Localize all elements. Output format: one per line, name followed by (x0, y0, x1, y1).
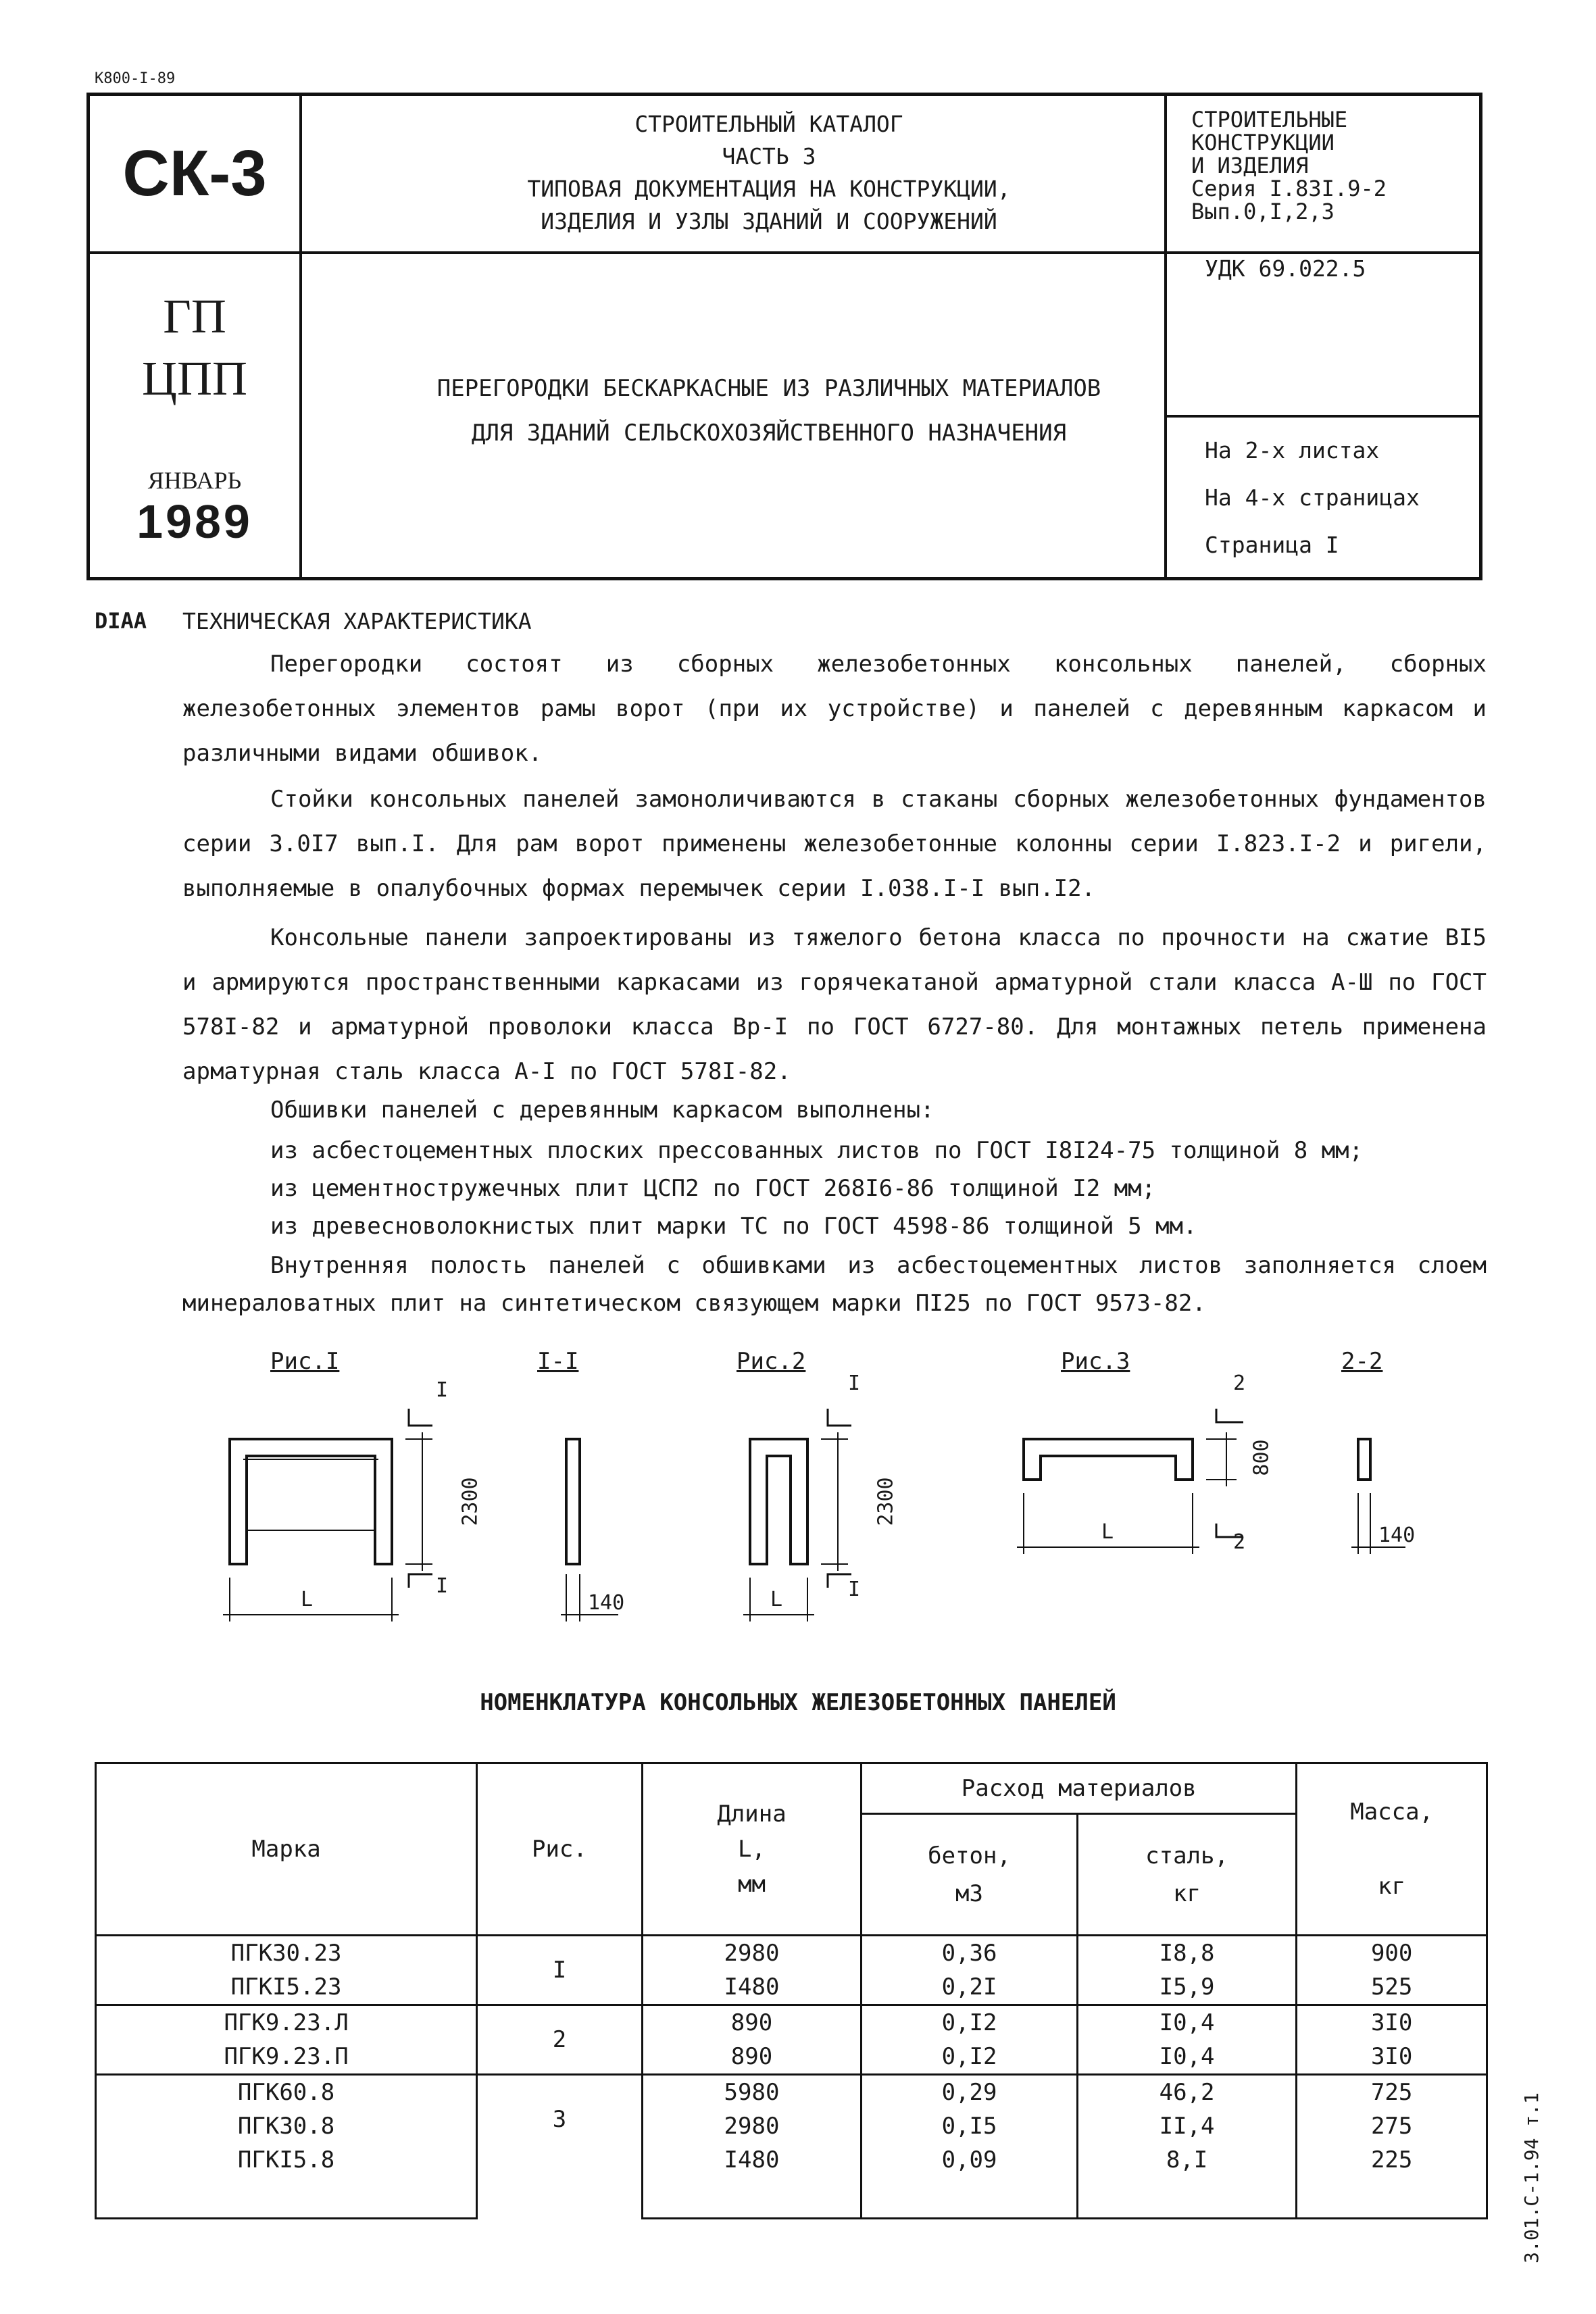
cell-empty (96, 2177, 477, 2219)
cell-steel: 8,I (1077, 2143, 1297, 2177)
issue-year: 1989 (136, 495, 253, 548)
cell-length: 890 (642, 2005, 861, 2040)
cut-mark-2-bottom: I (848, 1578, 861, 1601)
mass-unit: кг (1378, 1873, 1406, 1900)
cell-mark: ПГК30.23 (96, 1936, 477, 1971)
table-row (96, 1936, 1487, 1971)
cell-length: 2980 (642, 1936, 861, 1971)
figure-2-label: Рис.2 (737, 1348, 806, 1375)
cell-mass: 275 (1297, 2109, 1487, 2143)
cell-concrete: 0,I5 (862, 2109, 1078, 2143)
cell-mass: 3I0 (1297, 2005, 1487, 2040)
cell-length: 5980 (642, 2075, 861, 2110)
title-line: ПЕРЕГОРОДКИ БЕСКАРКАСНЫЕ ИЗ РАЗЛИЧНЫХ МАТЕРИАЛОВ (437, 375, 1101, 402)
concrete-label: бетон, (928, 1842, 1011, 1869)
col-header-materials: Расход материалов (862, 1763, 1297, 1814)
table-row (96, 2005, 1487, 2040)
catalog-line: СТРОИТЕЛЬНЫЙ КАТАЛОГ (634, 111, 903, 137)
dim-length-fig1: L (301, 1588, 314, 1611)
table-row (96, 2177, 1487, 2219)
col-header-mark: Марка (96, 1763, 477, 1936)
sheet-count: На 2-х листах (1205, 437, 1380, 463)
steel-unit: кг (1173, 1880, 1201, 1907)
dim-height-fig3: 800 (1249, 1439, 1274, 1476)
cell-length: I480 (642, 1970, 861, 2005)
page-count: На 4-х страницах (1205, 484, 1420, 511)
cell-mark: ПГК9.23.Л (96, 2005, 477, 2040)
col-header-figure: Рис. (477, 1763, 643, 1936)
paragraph-3: Консольные панели запроектированы из тяжелого бетона класса по прочности на сжатие BI5 и армируются пространственными каркасами из горячекатаной арматурной стали класса А-Ш по ГОСТ 578I-82 и арматурной проволоки класса Вр-I по ГОСТ 6727-80. Для монтажных петель применена арматурная сталь класса А-I по ГОСТ 578I-82. (182, 924, 1487, 1085)
cell-mass: 525 (1297, 1970, 1487, 2005)
mass-label: Масса, (1350, 1799, 1434, 1826)
cell-length: 890 (642, 2040, 861, 2075)
catalog-line: ТИПОВАЯ ДОКУМЕНТАЦИЯ НА КОНСТРУКЦИИ, (527, 176, 1011, 202)
series-line: Вып.0,I,2,3 (1191, 199, 1335, 224)
page-number: Страница I (1205, 532, 1339, 558)
cell-mark: ПГКI5.8 (96, 2143, 477, 2177)
cut-mark-2-top: I (848, 1372, 861, 1395)
section-1-profile (566, 1439, 580, 1564)
catalog-mark: СК-3 (122, 137, 267, 209)
paragraph-1: Перегородки состоят из сборных железобетонных консольных панелей, сборных железобетонных элементов рамы ворот (при их устройстве) и панелей с деревянным каркасом и различными видами обшивок. (182, 651, 1487, 767)
paragraph-4: Обшивки панелей с деревянным каркасом выполнены: (270, 1097, 934, 1124)
list-item: из асбестоцементных плоских прессованных листов по ГОСТ I8I24-75 толщиной 8 мм; (270, 1137, 1364, 1164)
length-symbol: L, (738, 1836, 766, 1863)
cut-mark-1-top: I (436, 1378, 449, 1402)
cell-length: I480 (642, 2143, 861, 2177)
udk-code: УДК 69.022.5 (1205, 255, 1366, 282)
cell-mass: 3I0 (1297, 2040, 1487, 2075)
col-header-concrete (862, 1814, 1078, 1936)
dim-length-fig3: L (1101, 1520, 1114, 1544)
cell-mass: 900 (1297, 1936, 1487, 1971)
series-line: И ИЗДЕЛИЯ (1191, 153, 1309, 178)
series-line: СТРОИТЕЛЬНЫЕ (1191, 107, 1348, 132)
org-line-1: ГП (163, 289, 226, 343)
panel-outline-fig3 (1024, 1439, 1193, 1480)
cell-concrete: 0,I2 (862, 2040, 1078, 2075)
col-header-length (642, 1763, 861, 1936)
cell-mark: ПГК60.8 (96, 2075, 477, 2110)
cell-steel: I0,4 (1077, 2005, 1297, 2040)
title-line: ДЛЯ ЗДАНИЙ СЕЛЬСКОХОЗЯЙСТВЕННОГО НАЗНАЧЕНИЯ (471, 420, 1067, 447)
cell-empty (642, 2177, 861, 2219)
section-1-label: I-I (537, 1348, 579, 1375)
issue-month: ЯНВАРЬ (147, 467, 242, 494)
section-code: DIAA (95, 608, 147, 634)
paragraph-5: Внутренняя полость панелей с обшивками из асбестоцементных листов заполняется слоем минераловатных плит на синтетическом связующем марки ПI25 по ГОСТ 9573-82. (182, 1252, 1487, 1317)
cell-figure: 3 (477, 2075, 643, 2219)
list-item: из древесноволокнистых плит марки ТС по ГОСТ 4598-86 толщиной 5 мм. (270, 1213, 1197, 1240)
panel-outline-fig1 (230, 1439, 392, 1564)
dim-length-fig2: L (770, 1588, 783, 1611)
length-label: Длина (717, 1801, 787, 1828)
dim-height-fig2: 2300 (874, 1477, 898, 1526)
cell-empty (1077, 2177, 1297, 2219)
panel-nomenclature-table (95, 1762, 1488, 2219)
paragraph-2: Стойки консольных панелей замоноличиваются в стаканы сборных железобетонных фундаментов серии 3.0I7 вып.I. Для рам ворот применены железобетонные колонны серии I.823.I-2 и ригели, выполняемые в опалубочных формах перемычек серии I.038.I-I вып.I2. (182, 786, 1487, 902)
cell-mass: 225 (1297, 2143, 1487, 2177)
figure-1-label: Рис.I (270, 1348, 340, 1375)
cell-mark: ПГКI5.23 (96, 1970, 477, 2005)
dim-width-section1: 140 (588, 1591, 625, 1615)
steel-label: сталь, (1145, 1842, 1228, 1869)
series-line: КОНСТРУКЦИИ (1191, 130, 1335, 155)
length-unit: мм (738, 1871, 766, 1898)
table-row (96, 2109, 1487, 2143)
panel-outline-fig2 (750, 1439, 807, 1564)
concrete-unit: м3 (955, 1880, 983, 1907)
cell-steel: I8,8 (1077, 1936, 1297, 1971)
cut-mark-1-bottom: I (436, 1574, 449, 1598)
cell-concrete: 0,2I (862, 1970, 1078, 2005)
list-item: из цементностружечных плит ЦСП2 по ГОСТ 268I6-86 толщиной I2 мм; (270, 1175, 1156, 1202)
series-line: Серия I.83I.9-2 (1191, 176, 1387, 201)
cell-empty (862, 2177, 1078, 2219)
catalog-line: ЧАСТЬ 3 (722, 143, 816, 170)
cell-steel: I0,4 (1077, 2040, 1297, 2075)
table-title: НОМЕНКЛАТУРА КОНСОЛЬНЫХ ЖЕЛЕЗОБЕТОННЫХ ПАНЕЛЕЙ (480, 1689, 1116, 1716)
table-row (96, 2040, 1487, 2075)
cell-figure: 2 (477, 2005, 643, 2075)
cell-concrete: 0,29 (862, 2075, 1078, 2110)
cell-empty (1297, 2177, 1487, 2219)
cell-concrete: 0,I2 (862, 2005, 1078, 2040)
cell-mark: ПГК9.23.П (96, 2040, 477, 2075)
org-line-2: ЦПП (142, 351, 247, 405)
catalog-line: ИЗДЕЛИЯ И УЗЛЫ ЗДАНИЙ И СООРУЖЕНИЙ (541, 208, 997, 234)
col-header-mass (1297, 1763, 1487, 1936)
section-heading: ТЕХНИЧЕСКАЯ ХАРАКТЕРИСТИКА (182, 608, 532, 634)
document-code: К800-I-89 (95, 70, 176, 87)
table-row (96, 2143, 1487, 2177)
cut-mark-3-top: 2 (1233, 1372, 1246, 1395)
cell-steel: 46,2 (1077, 2075, 1297, 2110)
cell-figure: I (477, 1936, 643, 2005)
cell-concrete: 0,09 (862, 2143, 1078, 2177)
cell-mark: ПГК30.8 (96, 2109, 477, 2143)
table-row (96, 1970, 1487, 2005)
cell-mass: 725 (1297, 2075, 1487, 2110)
cell-steel: I5,9 (1077, 1970, 1297, 2005)
table-row (96, 2075, 1487, 2110)
cell-concrete: 0,36 (862, 1936, 1078, 1971)
cell-length: 2980 (642, 2109, 861, 2143)
cell-steel: II,4 (1077, 2109, 1297, 2143)
dim-width-section2: 140 (1378, 1524, 1416, 1547)
dim-height-fig1: 2300 (458, 1477, 482, 1526)
side-code: 3.01.С-1.94 т.1 (1520, 2092, 1543, 2263)
section-2-label: 2-2 (1341, 1348, 1383, 1375)
section-2-profile (1358, 1439, 1370, 1480)
figure-3-label: Рис.3 (1061, 1348, 1130, 1375)
col-header-steel (1077, 1814, 1297, 1936)
cut-mark-3-bottom: 2 (1233, 1530, 1246, 1554)
